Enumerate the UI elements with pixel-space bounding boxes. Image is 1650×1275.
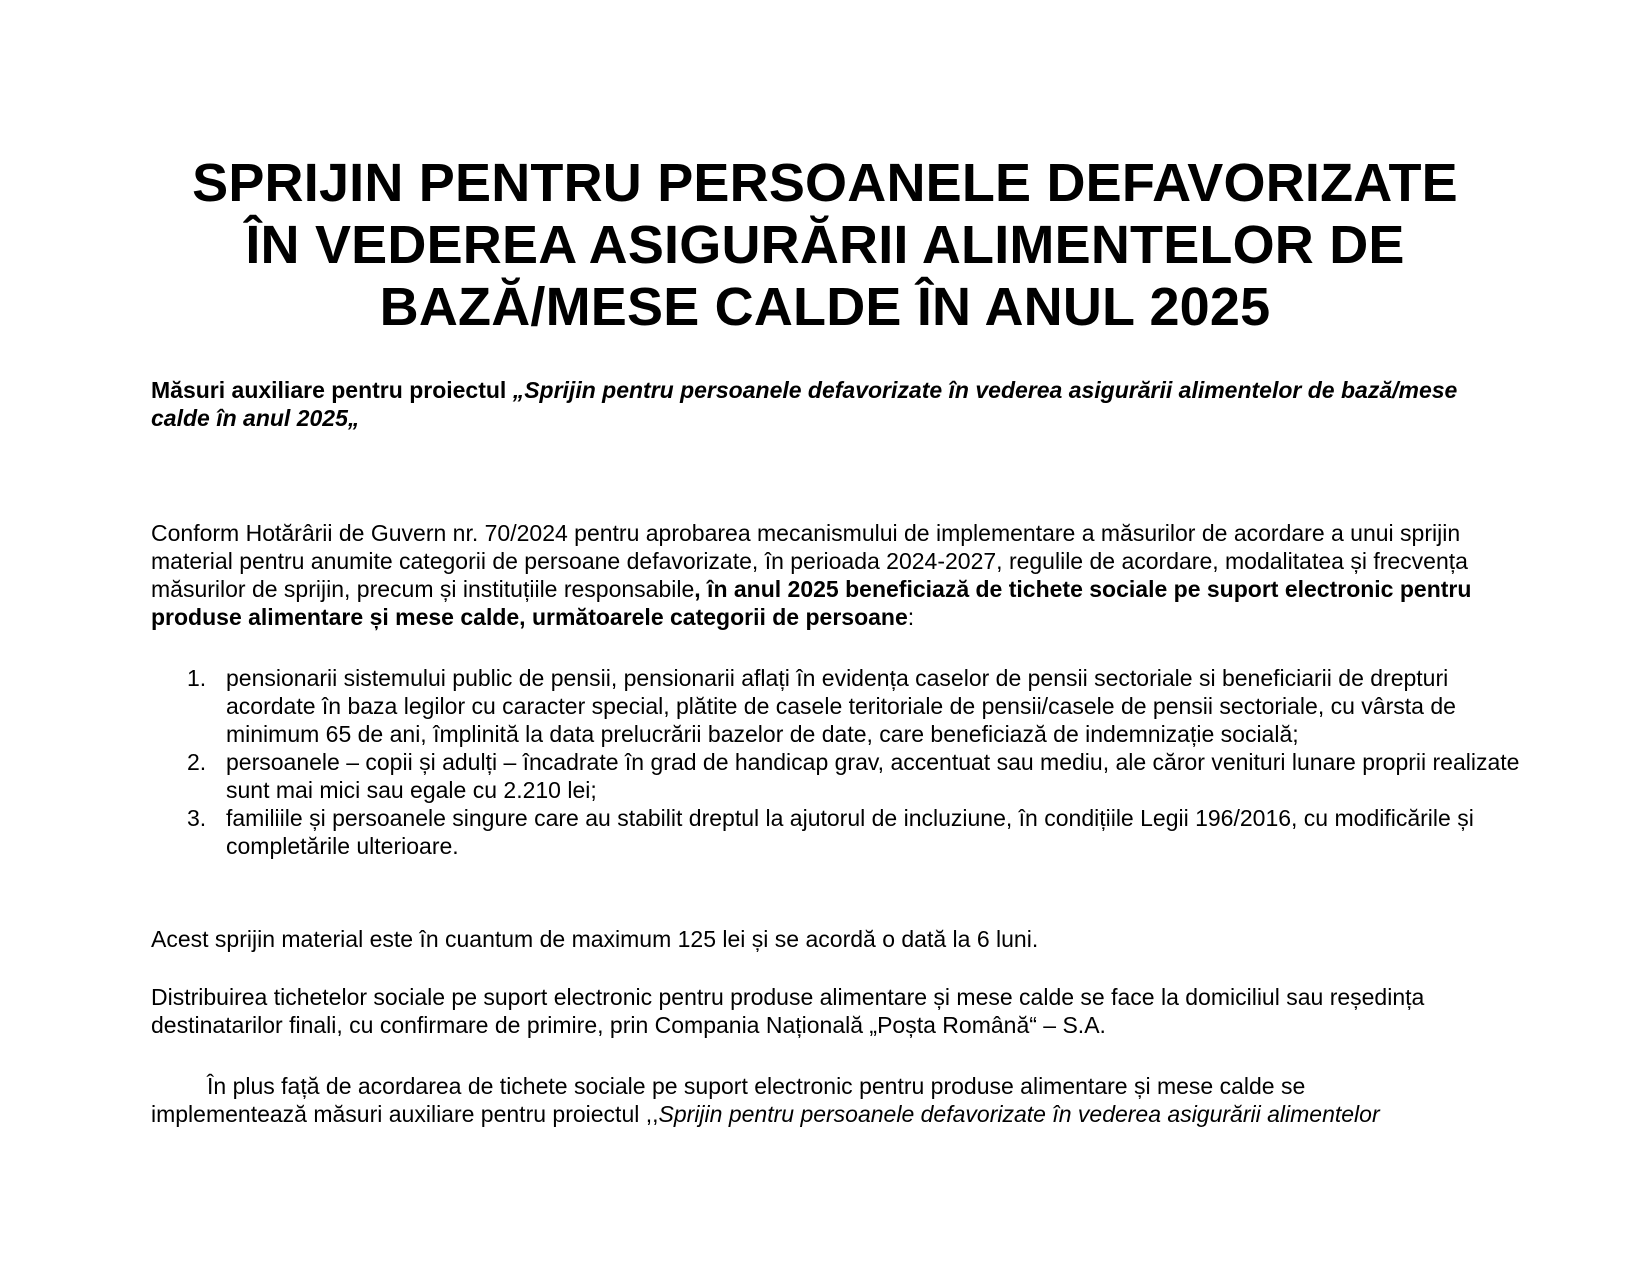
subtitle	[151, 376, 1511, 432]
list-item-number: 3.	[187, 805, 207, 831]
plus-paragraph-project-name: Sprijin pentru persoanele defavorizate în vederea asigurării alimentelor	[658, 1101, 1380, 1127]
title-line-1: SPRIJIN PENTRU PERSOANELE DEFAVORIZATE	[192, 153, 1458, 213]
list-item	[151, 748, 1531, 804]
title-line-3: BAZĂ/MESE CALDE ÎN ANUL 2025	[379, 277, 1271, 337]
plus-paragraph-line-1: În plus față de acordarea de tichete sociale pe suport electronic pentru produse alimentare și mese calde se	[207, 1073, 1306, 1099]
subtitle-project-name: „Sprijin pentru persoanele defavorizate în vederea asigurării alimentelor de bază/mese calde în anul 2025„	[151, 377, 1458, 431]
plus-paragraph	[151, 1072, 1551, 1128]
title-line-2: ÎN VEDEREA ASIGURĂRII ALIMENTELOR DE	[245, 215, 1405, 275]
page-title	[120, 152, 1530, 338]
plus-paragraph-line-2: implementează măsuri auxiliare pentru proiectul ,,	[151, 1101, 659, 1127]
intro-paragraph	[151, 519, 1531, 631]
subtitle-prefix: Măsuri auxiliare pentru proiectul	[151, 377, 513, 403]
intro-bold-text: , în anul 2025 beneficiază de tichete sociale pe suport electronic pentru produse alimentare și mese calde, următoarele categorii de persoane	[151, 576, 1472, 630]
list-item-text: pensionarii sistemului public de pensii, pensionarii aflați în evidența caselor de pensii sectoriale si beneficiarii de drepturi acordate în baza legilor cu caracter special, plătite de casele teritoriale de pensii/casele de pensii sectoriale, cu vârsta de minimum 65 de ani, împlinită la data prelucrării bazelor de date, care beneficiază de indemnizație socială;	[226, 665, 1456, 747]
beneficiary-list	[151, 664, 1531, 860]
amount-paragraph: Acest sprijin material este în cuantum de maximum 125 lei și se acordă o dată la 6 luni.	[151, 926, 1039, 952]
intro-end: :	[907, 604, 915, 630]
list-item-text: persoanele – copii și adulți – încadrate în grad de handicap grav, accentuat sau mediu, ale căror venituri lunare proprii realizate sunt mai mici sau egale cu 2.210 lei;	[226, 749, 1520, 803]
list-item	[151, 664, 1531, 748]
list-item-number: 2.	[187, 749, 207, 775]
list-item	[151, 804, 1531, 860]
distribution-paragraph: Distribuirea tichetelor sociale pe suport electronic pentru produse alimentare și mese calde se face la domiciliul sau reședința destinatarilor finali, cu confirmare de primire, prin Compania Națională „Poșta Română“ – S.A.	[151, 984, 1425, 1038]
list-item-text: familiile și persoanele singure care au stabilit dreptul la ajutorul de incluziune, în condițiile Legii 196/2016, cu modificările și completările ulterioare.	[226, 805, 1474, 859]
list-item-number: 1.	[187, 665, 207, 691]
intro-text: Conform Hotărârii de Guvern nr. 70/2024 pentru aprobarea mecanismului de implementare a măsurilor de acordare a unui sprijin material pentru anumite categorii de persoane defavorizate, în perioada 2024-2027, regulile de acordare, modalitatea și frecvența măsurilor de sprijin, precum și instituțiile responsabile	[151, 520, 1468, 602]
